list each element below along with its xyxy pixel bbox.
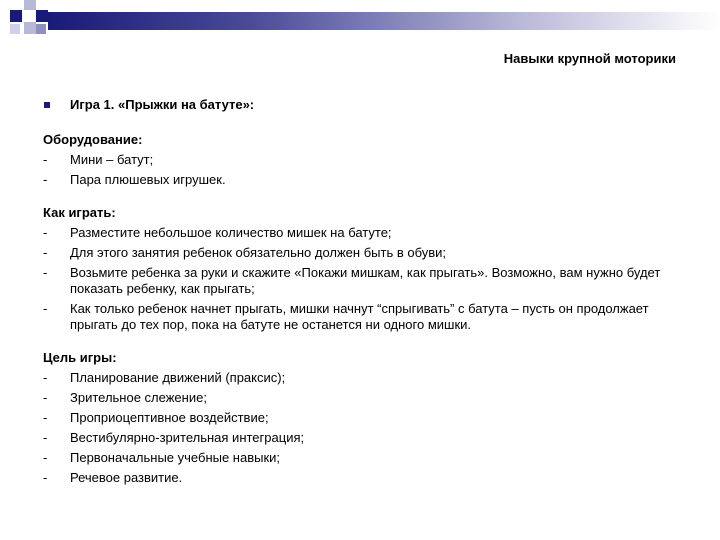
deco-square <box>24 22 36 34</box>
dash-bullet: - <box>43 470 48 485</box>
list-item <box>43 370 683 386</box>
dash-bullet: - <box>43 410 48 425</box>
list-item <box>43 245 683 261</box>
list-item <box>43 430 683 446</box>
deco-square <box>36 10 48 22</box>
dash-bullet: - <box>43 152 48 167</box>
list-item <box>43 172 683 188</box>
list-item <box>43 450 683 466</box>
list-item-text: Проприоцептивное воздействие; <box>70 410 269 425</box>
list-item <box>43 470 683 486</box>
list-item-text: Планирование движений (праксис); <box>70 370 286 385</box>
list-item-text: Зрительное слежение; <box>70 390 207 405</box>
header-gradient-bar <box>48 12 720 30</box>
deco-square <box>36 24 46 34</box>
slide-content <box>43 97 683 486</box>
list-item <box>43 301 683 333</box>
list-item-text: Мини – батут; <box>70 152 154 167</box>
section-heading: Как играть: <box>43 205 116 220</box>
list-item <box>43 390 683 406</box>
game-title-row <box>43 97 683 113</box>
dash-bullet: - <box>43 430 48 445</box>
list-item <box>43 225 683 241</box>
dash-bullet: - <box>43 225 48 240</box>
list-item-text: Возьмите ребенка за руки и скажите «Покажи мишкам, как прыгать». Возможно, вам нужно будет показать ребенку, как прыгать; <box>70 265 661 296</box>
list-item-text: Для этого занятия ребенок обязательно должен быть в обуви; <box>70 245 447 260</box>
deco-square <box>24 0 36 10</box>
dash-bullet: - <box>43 390 48 405</box>
dash-bullet: - <box>43 301 48 316</box>
section-heading: Цель игры: <box>43 350 117 365</box>
list-item-text: Речевое развитие. <box>70 470 183 485</box>
list-item <box>43 265 683 297</box>
dash-bullet: - <box>43 172 48 187</box>
dash-bullet: - <box>43 245 48 260</box>
equipment-section <box>43 132 683 188</box>
list-item-text: Вестибулярно-зрительная интеграция; <box>70 430 305 445</box>
list-item-text: Пара плюшевых игрушек. <box>70 172 226 187</box>
deco-square <box>10 24 20 34</box>
game-goal-section <box>43 350 683 486</box>
square-bullet-icon <box>44 102 50 108</box>
list-item-text: Разместите небольшое количество мишек на батуте; <box>70 225 392 240</box>
dash-bullet: - <box>43 450 48 465</box>
how-to-play-section <box>43 205 683 333</box>
game-title: Игра 1. «Прыжки на батуте»: <box>70 97 255 112</box>
dash-bullet: - <box>43 370 48 385</box>
list-item <box>43 410 683 426</box>
slide-title: Навыки крупной моторики <box>503 51 676 66</box>
list-item <box>43 152 683 168</box>
section-heading: Оборудование: <box>43 132 143 147</box>
list-item-text: Первоначальные учебные навыки; <box>70 450 281 465</box>
deco-square <box>10 10 22 22</box>
list-item-text: Как только ребенок начнет прыгать, мишки начнут “спрыгивать” с батута – пусть он продолжает прыгать до тех пор, пока на батуте не останется ни одного мишки. <box>70 301 649 332</box>
dash-bullet: - <box>43 265 48 280</box>
